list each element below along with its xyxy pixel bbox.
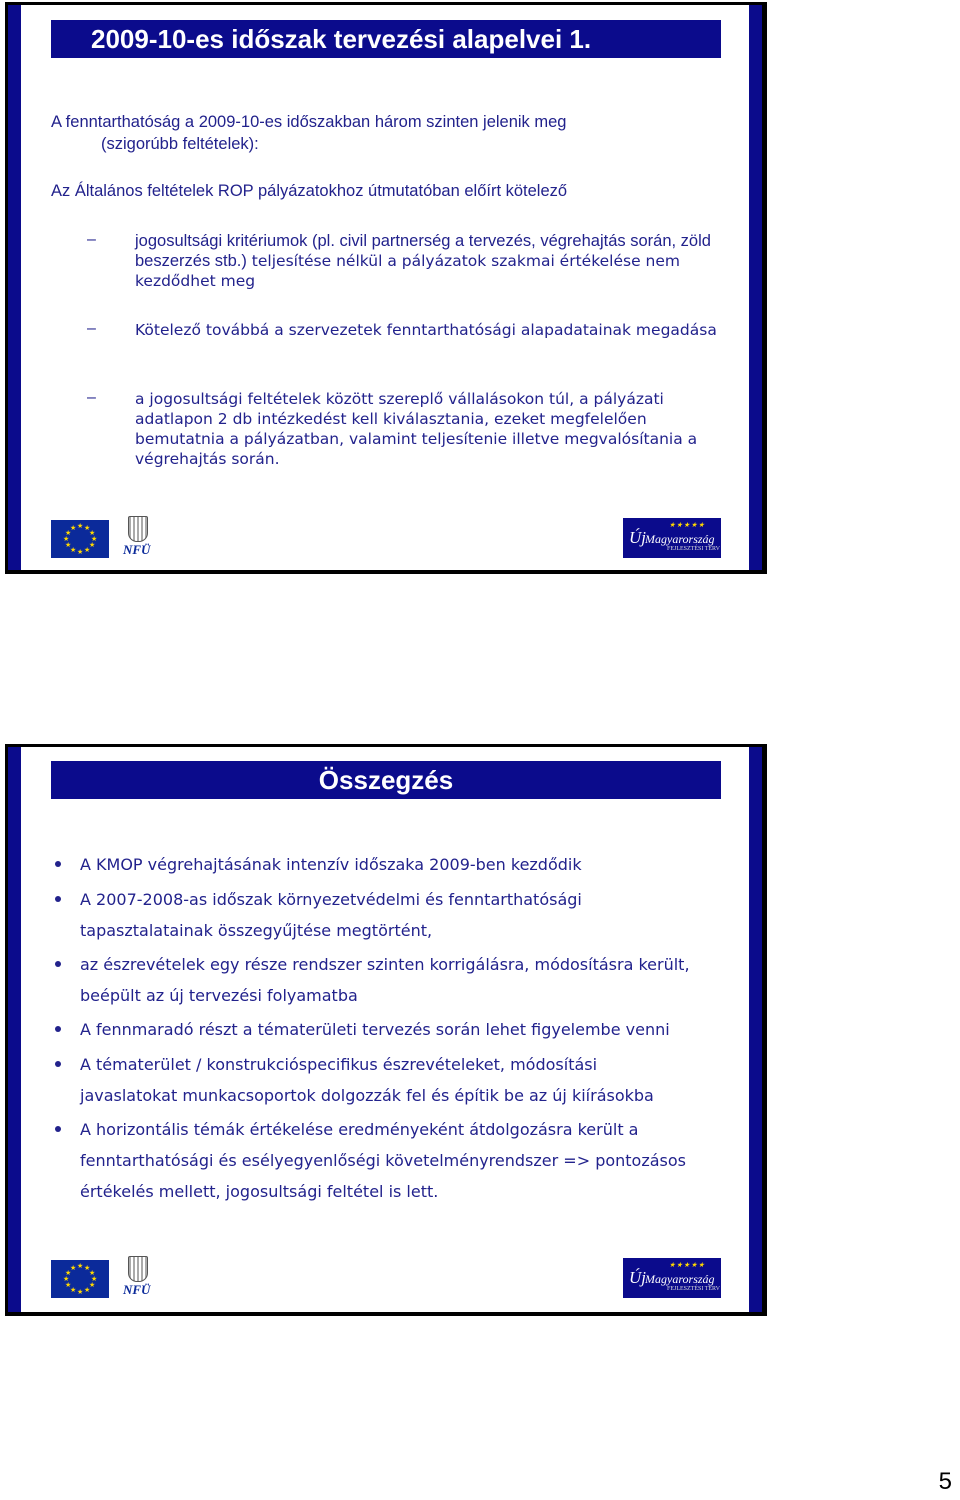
dash-marker: – xyxy=(87,320,96,337)
list-item xyxy=(135,231,735,291)
crest-icon xyxy=(128,1256,148,1282)
list-item-rest: teljesítése nélkül a pályázatok szakmai értékelése nem kezdődhet meg xyxy=(135,252,680,290)
slide-right-bar xyxy=(749,747,762,1312)
slide-title: Összegzés xyxy=(51,761,721,799)
dash-marker: – xyxy=(87,389,96,406)
um-text-1: Új xyxy=(629,528,646,547)
dash-marker: – xyxy=(87,231,96,248)
intro-line-1: A fenntarthatóság a 2009-10-es időszakban három szinten jelenik meg xyxy=(51,113,567,131)
um-text-2: Magyarország xyxy=(645,532,715,546)
slide-right-bar xyxy=(749,5,762,570)
uj-magyarorszag-logo xyxy=(623,518,721,558)
um-text-3: FEJLESZTÉSI TERV xyxy=(667,1286,720,1292)
list-item: A fennmaradó részt a tématerületi tervezés során lehet figyelembe venni xyxy=(80,1020,670,1039)
bullet-icon xyxy=(55,896,61,902)
list-item: Kötelező továbbá a szervezetek fenntarthatósági alapadatainak megadása xyxy=(135,321,717,339)
stars-arc-icon: ★★★★★ xyxy=(669,1261,706,1269)
um-text-1: Új xyxy=(629,1268,646,1287)
eu-flag-logo xyxy=(51,1260,109,1298)
intro-line-2: (szigorúbb feltételek): xyxy=(101,135,259,153)
stars-arc-icon: ★★★★★ xyxy=(669,521,706,529)
um-text-3: FEJLESZTÉSI TERV xyxy=(667,546,720,552)
list-item: A 2007-2008-as időszak környezetvédelmi és fenntarthatósági tapasztalatainak összegyűjtése megtörtént, xyxy=(80,890,582,940)
page-number: 5 xyxy=(938,1468,952,1495)
list-item: az észrevételek egy része rendszer szinten korrigálásra, módosításra került, beépült az új tervezési folyamatba xyxy=(80,955,690,1005)
eu-stars-icon: ★ ★ ★ ★ ★ ★ ★ ★ ★ ★ ★ ★ xyxy=(51,520,109,558)
eu-flag-logo xyxy=(51,520,109,558)
nfu-logo-text: NFÜ xyxy=(123,1282,151,1297)
list-item-lead: jogosultsági kritériumok (pl. civil partnerség a tervezés, végrehajtás során, zöld beszerzés stb.) xyxy=(135,232,711,270)
general-conditions-line: Az Általános feltételek ROP pályázatokhoz útmutatóban előírt kötelező xyxy=(51,182,568,200)
slide-left-bar xyxy=(8,5,21,570)
um-text-2: Magyarország xyxy=(645,1272,715,1286)
bullet-icon xyxy=(55,961,61,967)
crest-icon xyxy=(128,516,148,542)
list-item: a jogosultsági feltételek között szereplő vállalásokon túl, a pályázati adatlapon 2 db intézkedést kell kiválasztania, ezeket megfelelően bemutatnia a pályázatban, valamint teljesítenie illetve megvalósítania a végrehajtás során. xyxy=(135,390,698,468)
nfu-logo xyxy=(123,1256,153,1300)
uj-magyarorszag-logo xyxy=(623,1258,721,1298)
slide-left-bar xyxy=(8,747,21,1312)
slide-1 xyxy=(5,2,767,574)
bullet-icon xyxy=(55,861,61,867)
list-item: A tématerület / konstrukcióspecifikus észrevételeket, módosítási javaslatokat munkacsoportok dolgozzák fel és építik be az új kiírásokba xyxy=(80,1055,654,1105)
list-item: A horizontális témák értékelése eredményeként átdolgozásra került a fenntarthatósági és esélyegyenlőségi követelményrendszer => pontozásos értékelés mellett, jogosultsági feltétel is lett. xyxy=(80,1120,686,1201)
slide-2 xyxy=(5,744,767,1316)
list-item: A KMOP végrehajtásának intenzív időszaka 2009-ben kezdődik xyxy=(80,855,582,874)
bullet-icon xyxy=(55,1061,61,1067)
bullet-icon xyxy=(55,1126,61,1132)
bullet-icon xyxy=(55,1026,61,1032)
slide-title: 2009-10-es időszak tervezési alapelvei 1. xyxy=(51,20,721,58)
nfu-logo-text: NFÜ xyxy=(123,542,151,557)
eu-stars-icon: ★ ★ ★ ★ ★ ★ ★ ★ ★ ★ ★ ★ xyxy=(51,1260,109,1298)
nfu-logo xyxy=(123,516,153,560)
